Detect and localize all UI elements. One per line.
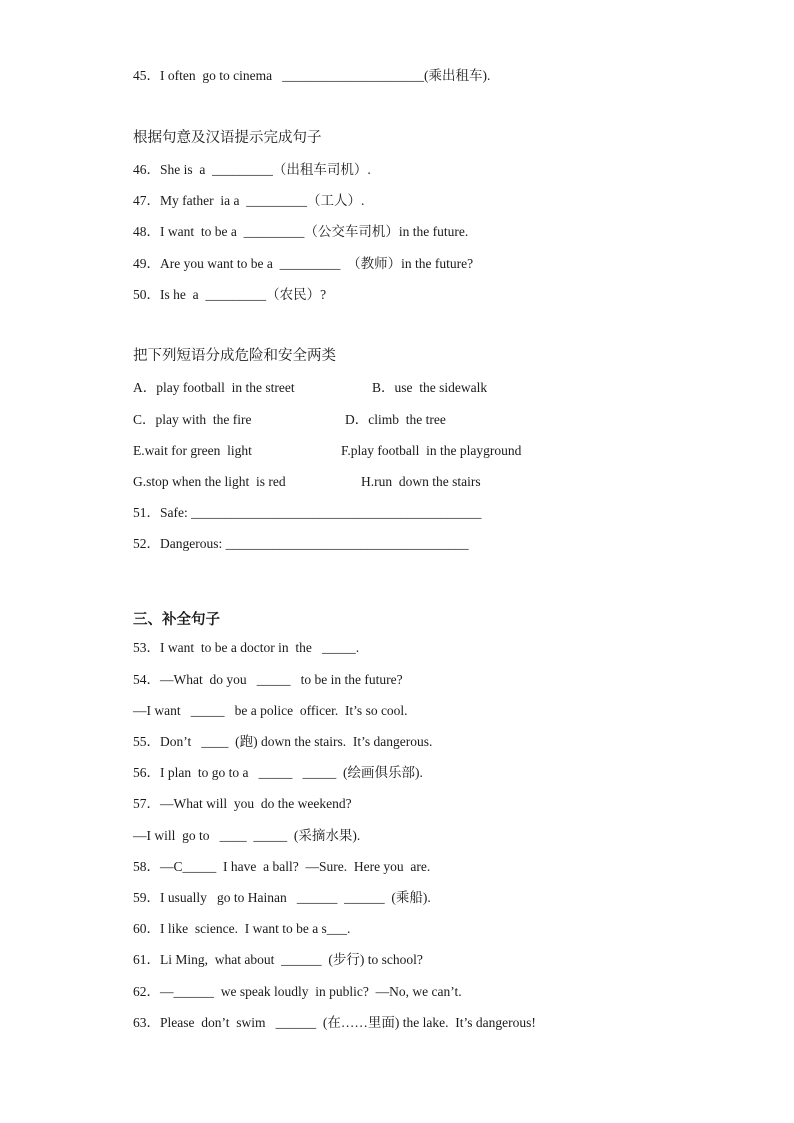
question-48: 48．I want to be a _________（公交车司机）in the future. [133,224,469,239]
option-a: A．play football in the street [133,380,295,395]
option-f: F.play football in the playground [341,443,522,458]
question-58: 58．—C_____ I have a ball? —Sure. Here you are. [133,859,431,874]
question-57-b: —I will go to ____ _____ (采摘水果). [133,828,361,843]
option-h: H.run down the stairs [361,474,481,489]
question-63: 63．Please don’t swim ______ (在……里面) the lake. It’s dangerous! [133,1015,536,1030]
option-e: E.wait for green light [133,443,252,458]
question-52: 52．Dangerous: ____________________________________ [133,536,469,551]
question-56: 56．I plan to go to a _____ _____ (绘画俱乐部). [133,765,423,780]
question-50: 50．Is he a _________（农民）? [133,287,327,302]
question-55: 55．Don’t ____ (跑) down the stairs. It’s dangerous. [133,734,433,749]
option-b: B．use the sidewalk [372,380,488,395]
question-51: 51．Safe: ___________________________________________ [133,505,482,520]
question-60: 60．I like science. I want to be a s___. [133,921,351,936]
question-53: 53．I want to be a doctor in the _____. [133,640,360,655]
question-54-a: 54．—What do you _____ to be in the future? [133,672,403,687]
section-heading-classify-phrases: 把下列短语分成危险和安全两类 [133,348,336,364]
option-d: D．climb the tree [345,412,446,427]
option-g: G.stop when the light is red [133,474,286,489]
question-61: 61．Li Ming, what about ______ (步行) to school? [133,952,423,967]
question-59: 59．I usually go to Hainan ______ ______ (乘船). [133,890,431,905]
question-47: 47．My father ia a _________（工人）. [133,193,365,208]
question-57-a: 57．—What will you do the weekend? [133,796,352,811]
question-46: 46．She is a _________（出租车司机）. [133,162,371,177]
question-62: 62．—______ we speak loudly in public? —No, we can’t. [133,984,462,999]
section-heading-fill-sentences: 三、补全句子 [133,612,220,628]
question-45: 45．I often go to cinema _____________________(乘出租车). [133,68,491,83]
section-heading-complete-sentences: 根据句意及汉语提示完成句子 [133,130,322,146]
question-54-b: —I want _____ be a police officer. It’s so cool. [133,703,408,718]
question-49: 49．Are you want to be a _________ （教师）in the future? [133,256,474,271]
option-c: C．play with the fire [133,412,252,427]
